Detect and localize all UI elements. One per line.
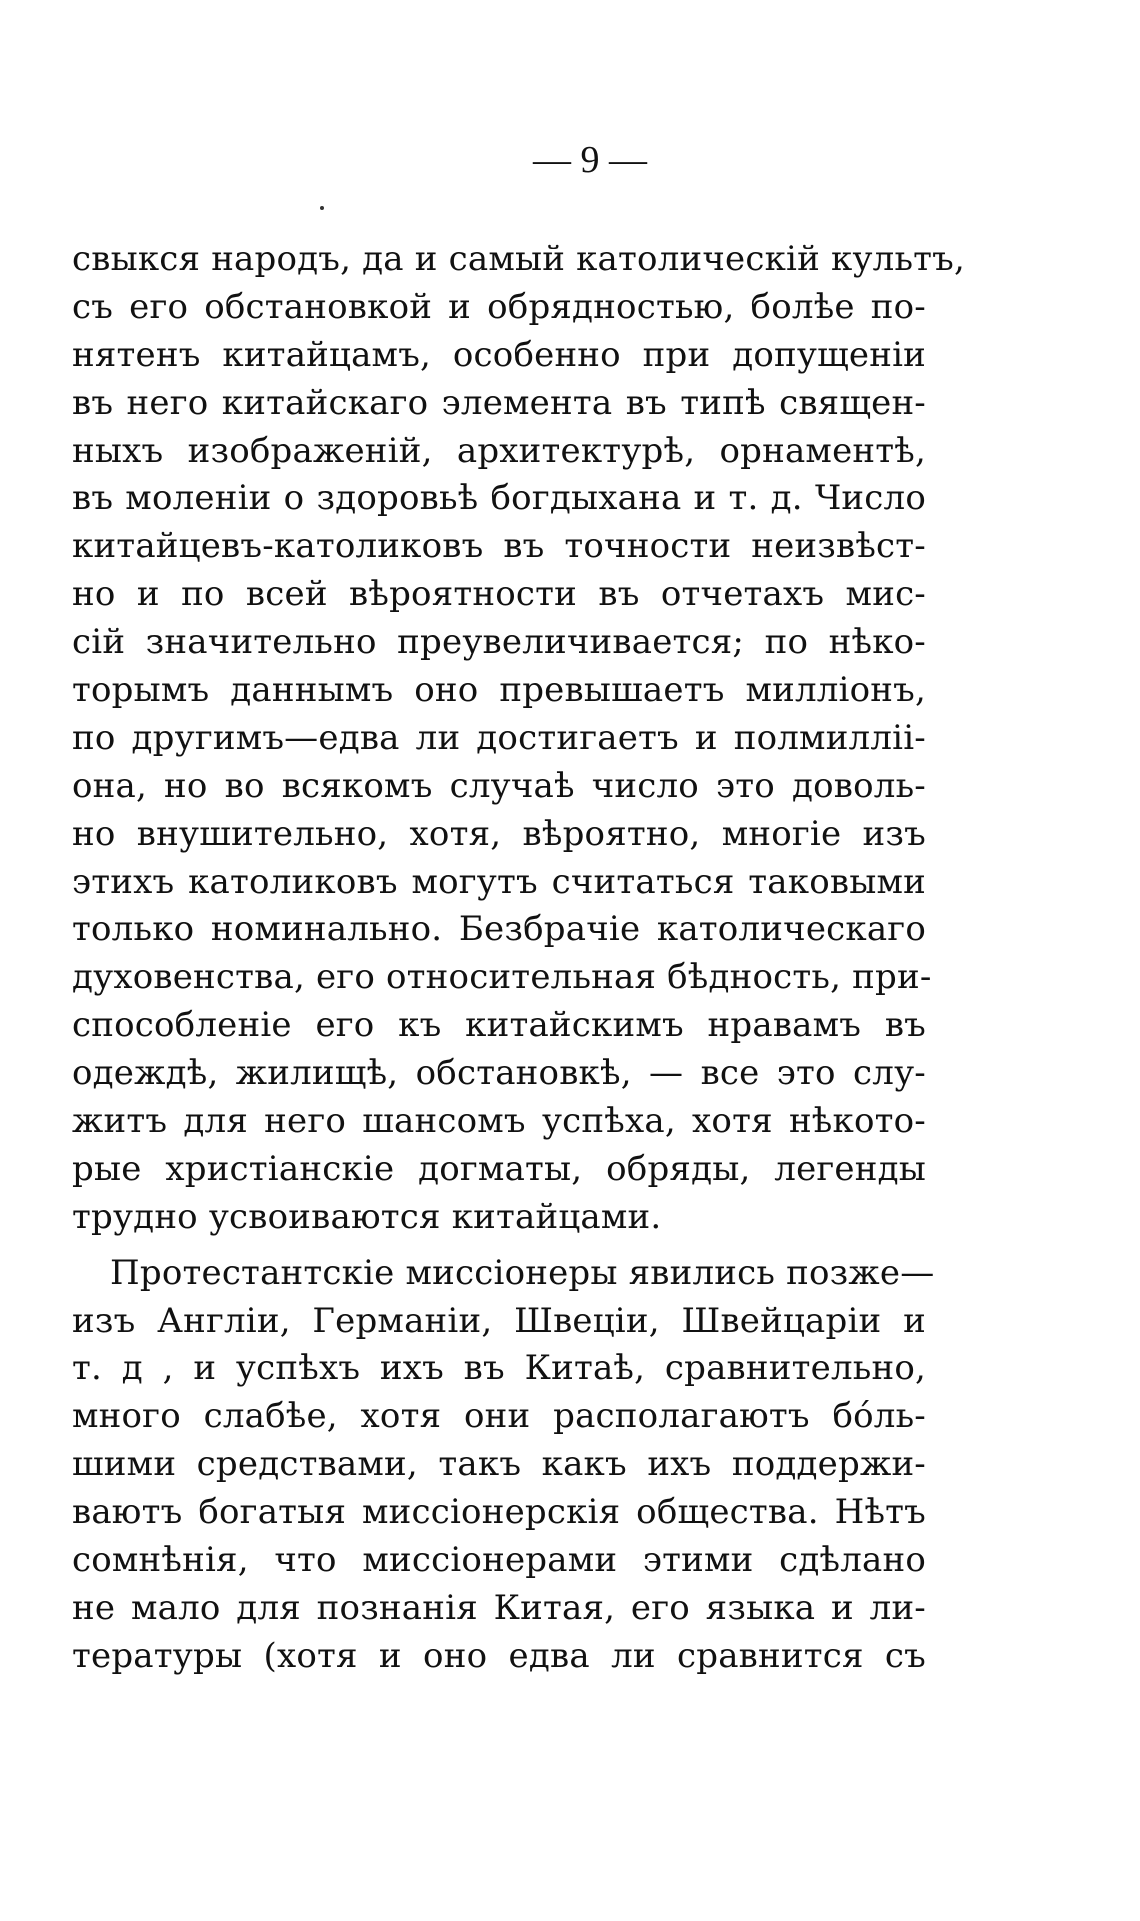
- text-line: трудно усвоиваются китайцами.: [72, 1196, 662, 1237]
- text-line: торымъ даннымъ оно превышаетъ милліонъ,: [72, 670, 926, 711]
- text-line: тературы (хотя и оно едва ли сравнится съ: [72, 1635, 926, 1676]
- paragraph-gap: [72, 1242, 926, 1250]
- text-line: житъ для него шансомъ успѣха, хотя нѣкото-: [72, 1101, 926, 1142]
- text-line: шими средствами, такъ какъ ихъ поддержи-: [72, 1444, 926, 1485]
- text-line: свыкся народъ, да и самый католическій культъ,: [72, 239, 966, 279]
- text-line: только номинально. Безбрачіе католическаго: [72, 909, 926, 950]
- text-line: рые христіанскіе догматы, обряды, легенды: [72, 1148, 926, 1189]
- text-line: Протестантскіе миссіонеры явились позже—: [110, 1252, 935, 1293]
- page-number: — 9 —: [533, 139, 647, 181]
- text-line: но и по всей вѣроятности въ отчетахъ мис-: [72, 574, 926, 615]
- text-line: этихъ католиковъ могутъ считаться таковыми: [72, 861, 926, 902]
- text-line: духовенства, его относительная бѣдность, при-: [72, 957, 932, 998]
- ink-speck: [320, 206, 324, 210]
- body-text: [72, 236, 966, 1681]
- text-line: въ моленіи о здоровьѣ богдыхана и т. д. Число: [72, 478, 926, 519]
- text-line: ныхъ изображеній, архитектурѣ, орнаментѣ,: [72, 430, 926, 471]
- text-line: нятенъ китайцамъ, особенно при допущеніи: [72, 334, 926, 375]
- text-line: много слабѣе, хотя они располагаютъ бóль-: [72, 1396, 926, 1437]
- text-line: она, но во всякомъ случаѣ число это доволь-: [72, 765, 926, 806]
- text-line: способленіе его къ китайскимъ нравамъ въ: [72, 1005, 926, 1046]
- text-line: китайцевъ-католиковъ въ точности неизвѣст-: [72, 526, 926, 567]
- text-line: т. д , и успѣхъ ихъ въ Китаѣ, сравнительно,: [72, 1348, 926, 1389]
- paragraph-1: [72, 236, 966, 1242]
- text-line: ваютъ богатыя миссіонерскія общества. Нѣтъ: [72, 1492, 926, 1533]
- text-line: сомнѣнія, что миссіонерами этими сдѣлано: [72, 1540, 926, 1581]
- paragraph-2: [72, 1250, 935, 1681]
- text-line: но внушительно, хотя, вѣроятно, многіе изъ: [72, 813, 926, 854]
- text-line: не мало для познанія Китая, его языка и ли-: [72, 1587, 926, 1628]
- text-line: сій значительно преувеличивается; по нѣко-: [72, 622, 926, 663]
- text-line: съ его обстановкой и обрядностью, болѣе по-: [72, 286, 926, 327]
- text-line: одеждѣ, жилищѣ, обстановкѣ, — все это слу-: [72, 1053, 926, 1094]
- text-line: по другимъ—едва ли достигаетъ и полмилліі-: [72, 717, 926, 758]
- text-line: изъ Англіи, Германіи, Швеціи, Швейцаріи и: [72, 1300, 926, 1341]
- text-line: въ него китайскаго элемента въ типѣ священ-: [72, 382, 926, 423]
